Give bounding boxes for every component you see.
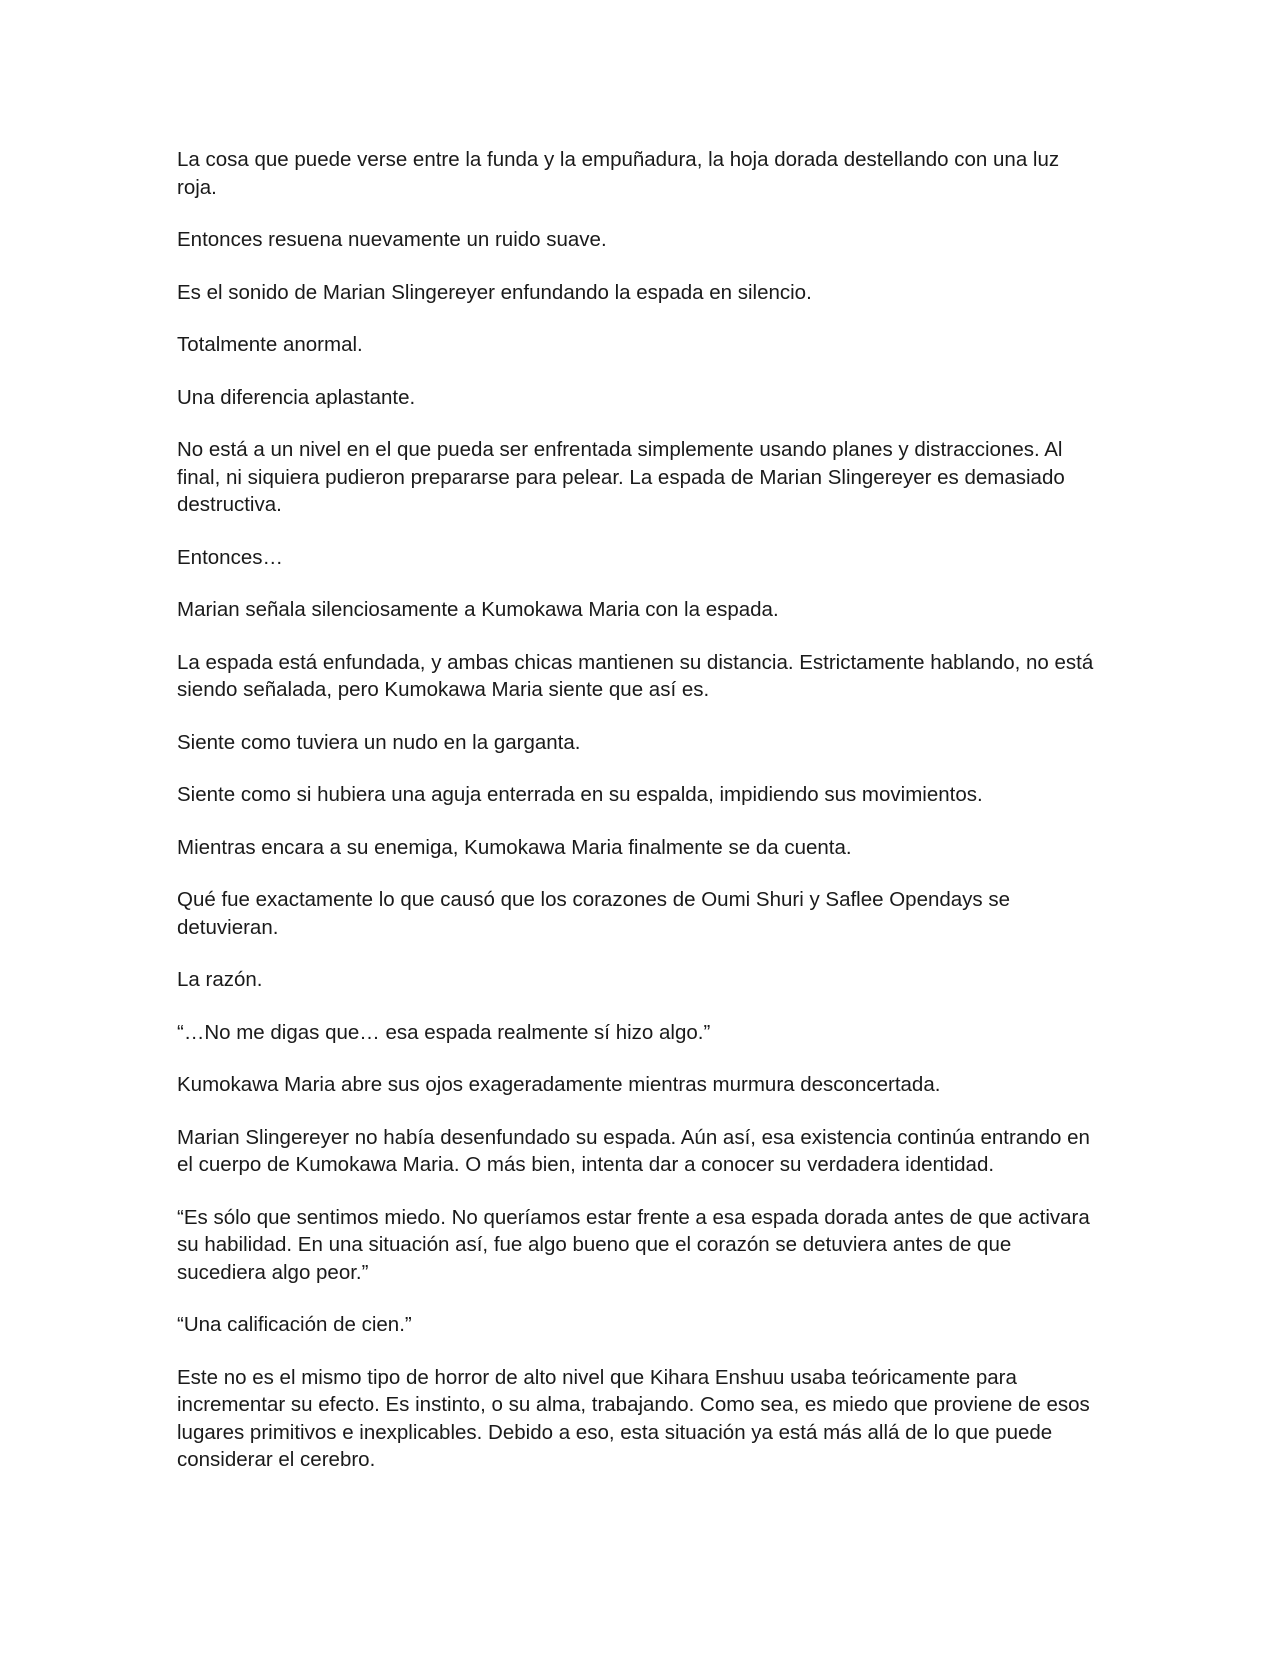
paragraph: Entonces resuena nuevamente un ruido suave.	[177, 228, 607, 251]
paragraph: Marian Slingereyer no había desenfundado su espada. Aún así, esa existencia continúa entrando en el cuerpo de Kumokawa Maria. O más bien, intenta dar a conocer su verdadera identidad.	[177, 1125, 1090, 1176]
document-body	[177, 146, 1097, 1499]
paragraph: Qué fue exactamente lo que causó que los corazones de Oumi Shuri y Saflee Opendays se detuvieran.	[177, 888, 1011, 939]
paragraph: Entonces…	[177, 545, 283, 569]
paragraph: Es el sonido de Marian Slingereyer enfundando la espada en silencio.	[177, 280, 812, 304]
paragraph: La cosa que puede verse entre la funda y la empuñadura, la hoja dorada destellando con una luz roja.	[177, 148, 1060, 199]
paragraph: Siente como tuviera un nudo en la garganta.	[177, 730, 581, 754]
paragraph: Kumokawa Maria abre sus ojos exageradamente mientras murmura desconcertada.	[177, 1073, 941, 1096]
paragraph: Una diferencia aplastante.	[177, 385, 416, 409]
paragraph: “…No me digas que… esa espada realmente sí hizo algo.”	[177, 1020, 711, 1044]
paragraph: La razón.	[177, 968, 263, 991]
paragraph: Marian señala silenciosamente a Kumokawa Maria con la espada.	[177, 598, 779, 621]
paragraph: “Una calificación de cien.”	[177, 1313, 412, 1336]
paragraph: Mientras encara a su enemiga, Kumokawa Maria finalmente se da cuenta.	[177, 835, 852, 859]
paragraph: Totalmente anormal.	[177, 333, 363, 356]
paragraph: Siente como si hubiera una aguja enterrada en su espalda, impidiendo sus movimientos.	[177, 783, 983, 806]
paragraph: “Es sólo que sentimos miedo. No queríamos estar frente a esa espada dorada antes de que activara su habilidad. En una situación así, fue algo bueno que el corazón se detuviera antes de que sucediera algo peor.”	[177, 1205, 1090, 1284]
paragraph: No está a un nivel en el que pueda ser enfrentada simplemente usando planes y distracciones. Al final, ni siquiera pudieron prepararse para pelear. La espada de Marian Slingereyer es demasiado destructiva.	[177, 438, 1065, 516]
paragraph: Este no es el mismo tipo de horror de alto nivel que Kihara Enshuu usaba teóricamente para incrementar su efecto. Es instinto, o su alma, trabajando. Como sea, es miedo que proviene de esos lugares primitivos e inexplicables. Debido a eso, esta situación ya está más allá de lo que puede considerar el cerebro.	[177, 1365, 1090, 1471]
paragraph: La espada está enfundada, y ambas chicas mantienen su distancia. Estrictamente hablando, no está siendo señalada, pero Kumokawa Maria siente que así es.	[177, 650, 1094, 701]
